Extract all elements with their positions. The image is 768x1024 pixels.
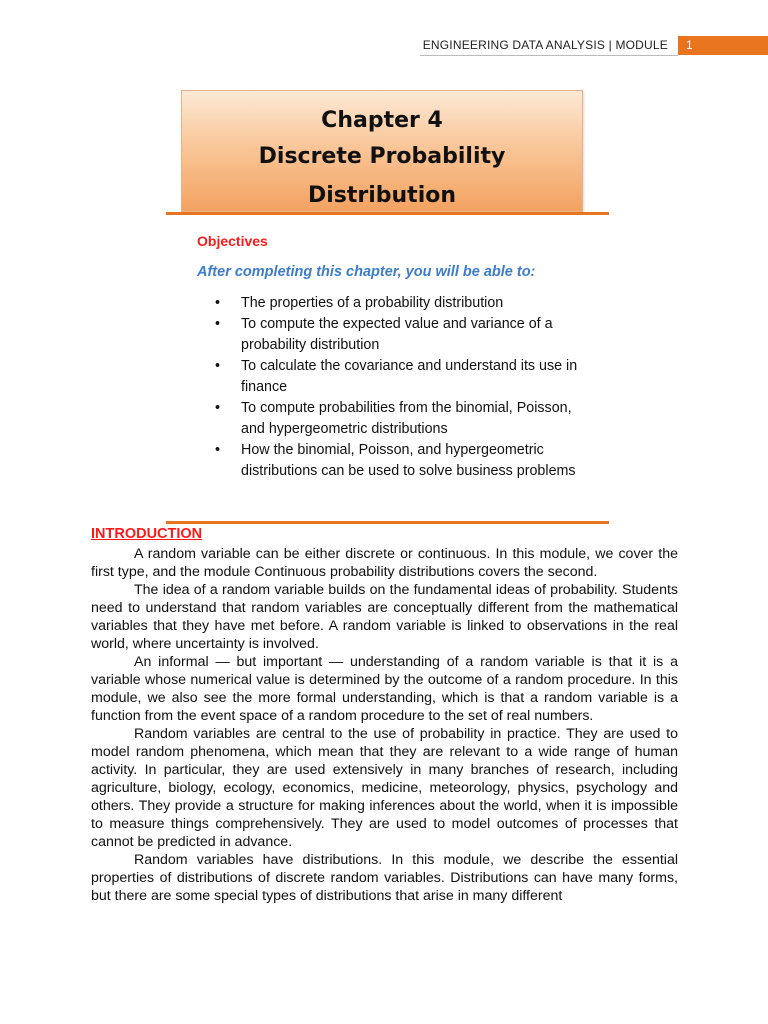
title-divider — [166, 212, 609, 215]
objectives-heading: Objectives — [197, 233, 268, 249]
objectives-intro: After completing this chapter, you will be able to: — [197, 264, 536, 280]
running-header: ENGINEERING DATA ANALYSIS | MODULE — [422, 38, 668, 52]
paragraph: Random variables are central to the use of probability in practice. They are used to model random phenomena, which mean that they are relevant to a wide range of human activity. In particular, they are used extensively in many branches of research, including agriculture, biology, ecology, economics, medicine, meteorology, physics, psychology and others. They provide a structure for making inferences about the world, when it is impossible to measure things comprehensively. They are used to model outcomes of processes that cannot be predicted in advance. — [91, 726, 678, 850]
objectives-divider — [166, 521, 609, 524]
objective-item: • How the binomial, Poisson, and hypergeometric distributions can be used to solve business problems — [197, 440, 597, 482]
chapter-title-line-2: Distribution — [307, 183, 457, 208]
objective-item: • To calculate the covariance and understand its use in finance — [197, 356, 597, 398]
objective-item: • The properties of a probability distribution — [197, 293, 597, 314]
paragraph: Random variables have distributions. In this module, we describe the essential properties of distributions of discrete random variables. Distributions can have many forms, but there are some special types of distributions that arise in many different — [91, 852, 678, 904]
header-rule — [420, 55, 678, 56]
chapter-title-line-1: Discrete Probability — [258, 144, 506, 169]
chapter-title-box — [181, 90, 583, 212]
chapter-number: Chapter 4 — [321, 108, 443, 133]
paragraph: The idea of a random variable builds on the fundamental ideas of probability. Students need to understand that random variables are conceptually different from the mathematical variables that they have met before. A random variable is linked to observations in the real world, where uncertainty is involved. — [91, 582, 678, 652]
objective-item: • To compute probabilities from the binomial, Poisson, and hypergeometric distributions — [197, 398, 597, 440]
introduction-heading: INTRODUCTION — [91, 526, 203, 542]
introduction-body — [91, 545, 678, 905]
paragraph: An informal — but important — understanding of a random variable is that it is a variable whose numerical value is determined by the outcome of a random procedure. In this module, we also see the more formal understanding, which is that a random variable is a function from the event space of a random procedure to the set of real numbers. — [91, 654, 678, 724]
objectives-list — [197, 293, 597, 482]
page-number-badge: 1 — [678, 36, 768, 55]
paragraph: A random variable can be either discrete or continuous. In this module, we cover the first type, and the module Continuous probability distributions covers the second. — [91, 546, 678, 580]
objective-item: • To compute the expected value and variance of a probability distribution — [197, 314, 597, 356]
